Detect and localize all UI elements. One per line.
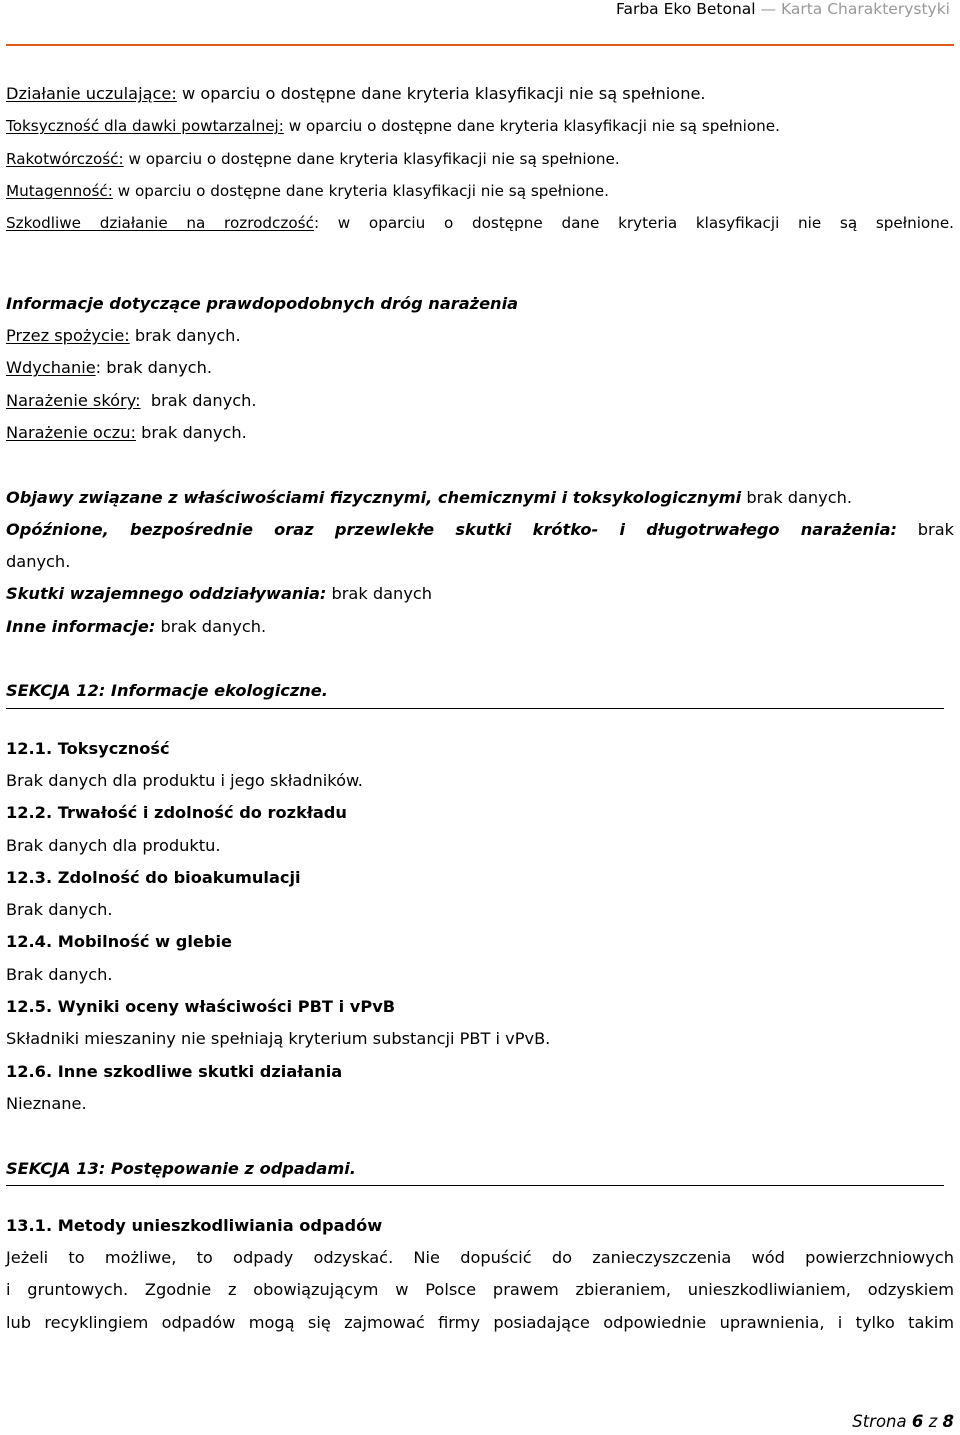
effects-line [6, 514, 954, 546]
tox-line [6, 175, 954, 207]
header-separator: — [760, 0, 777, 18]
header-rule [6, 44, 954, 46]
total-pages: 8 [942, 1412, 954, 1431]
current-page: 6 [911, 1412, 924, 1431]
page-number [852, 1412, 954, 1431]
page-prefix: Strona [852, 1412, 912, 1431]
tox-text: w oparciu o dostępne dane kryteria klasyfikacji nie są spełnione. [176, 84, 706, 103]
tox-line [6, 110, 954, 142]
spacer [6, 239, 954, 271]
page-mid: z [923, 1412, 943, 1431]
exposure-text: brak danych. [135, 422, 247, 442]
exposure-label: Narażenie skóry: [6, 390, 141, 410]
document-title: Farba Eko Betonal [615, 0, 756, 18]
tox-line [6, 143, 954, 175]
subsection-title: 12.4. Mobilność w glebie [6, 932, 232, 952]
spacer [6, 643, 954, 675]
document-subtitle: Karta Charakterystyki [780, 0, 950, 18]
subsection-text: Brak danych. [6, 900, 113, 920]
subsection-title: 12.1. Toksyczność [6, 738, 170, 758]
symptoms-line [6, 482, 954, 514]
tox-text: w oparciu o dostępne dane kryteria klasyfikacji nie są spełnione. [123, 149, 620, 168]
tox-text: w oparciu o dostępne dane kryteria klasyfikacji nie są spełnione. [283, 117, 780, 136]
tox-label: Działanie uczulające: [6, 84, 177, 103]
tox-label: Mutagenność: [6, 181, 113, 200]
spacer [6, 1186, 954, 1210]
section-13-heading: SEKCJA 13: Postępowanie z odpadami. [6, 1158, 356, 1178]
tox-label: Toksyczność dla dawki powtarzalnej: [6, 117, 284, 136]
exposure-label: Narażenie oczu: [6, 422, 136, 442]
subsection-title: 13.1. Metody unieszkodliwiania odpadów [6, 1215, 383, 1235]
effects-label: Opóźnione, bezpośrednie oraz przewlekłe skutki krótko- i długotrwałego narażenia: [6, 519, 898, 539]
tox-text: w oparciu o dostępne dane kryteria klasyfikacji nie są spełnione. [319, 214, 955, 233]
spacer [6, 709, 954, 733]
interaction-line [6, 578, 954, 610]
exposure-label: Przez spożycie: [6, 326, 130, 346]
exposure-label: Wdychanie [6, 358, 96, 378]
disposal-text-line: Jeżeli to możliwe, to odpady odzyskać. Nie dopuścić do zanieczyszczenia wód powierzchniowych [6, 1248, 954, 1268]
interaction-text: brak danych [326, 584, 433, 604]
spacer [6, 1120, 954, 1152]
other-info-label: Inne informacje: [6, 616, 156, 636]
exposure-text: brak danych. [129, 326, 241, 346]
exposure-item [6, 385, 954, 417]
tox-line [6, 207, 954, 239]
exposure-item [6, 417, 954, 449]
effects-text: brak [897, 519, 954, 539]
page-header [0, 0, 950, 22]
tox-text: w oparciu o dostępne dane kryteria klasyfikacji nie są spełnione. [112, 181, 609, 200]
subsection-title: 12.6. Inne szkodliwe skutki działania [6, 1061, 343, 1081]
symptoms-text: brak danych. [741, 487, 853, 507]
exposure-item [6, 320, 954, 352]
tox-colon: : [313, 214, 320, 233]
subsection-text: Brak danych dla produktu i jego składników. [6, 770, 363, 790]
subsection-text: Brak danych dla produktu. [6, 835, 221, 855]
other-info-line [6, 611, 954, 643]
tox-label: Szkodliwe działanie na rozrodczość [6, 214, 314, 233]
subsection-text: Składniki mieszaniny nie spełniają kryterium substancji PBT i vPvB. [6, 1029, 551, 1049]
exposure-heading: Informacje dotyczące prawdopodobnych dróg narażenia [6, 293, 519, 313]
subsection-title: 12.5. Wyniki oceny właściwości PBT i vPvB [6, 997, 396, 1017]
interaction-label: Skutki wzajemnego oddziaływania: [6, 584, 327, 604]
subsection-text: Nieznane. [6, 1093, 87, 1113]
page-content [6, 78, 954, 1339]
exposure-text: brak danych. [101, 358, 212, 378]
subsection-title: 12.2. Trwałość i zdolność do rozkładu [6, 803, 347, 823]
other-info-text: brak danych. [155, 616, 267, 636]
disposal-text-line: i gruntowych. Zgodnie z obowiązującym w Polsce prawem zbieraniem, unieszkodliwianiem, odzyskiem [6, 1280, 954, 1300]
tox-label: Rakotwórczość: [6, 149, 124, 168]
spacer [6, 272, 954, 288]
symptoms-label: Objawy związane z właściwościami fizycznymi, chemicznymi i toksykologicznymi [6, 487, 742, 507]
effects-line-cont: danych. [6, 552, 71, 572]
spacer [6, 449, 954, 481]
section-12-heading: SEKCJA 12: Informacje ekologiczne. [6, 681, 328, 701]
subsection-title: 12.3. Zdolność do bioakumulacji [6, 867, 301, 887]
disposal-text-line: lub recyklingiem odpadów mogą się zajmować firmy posiadające odpowiednie uprawnienia, i tylko takim [6, 1312, 954, 1332]
subsection-text: Brak danych. [6, 964, 113, 984]
exposure-text: brak danych. [140, 390, 257, 410]
tox-line [6, 78, 954, 110]
exposure-colon: : [95, 358, 102, 378]
exposure-item [6, 352, 954, 384]
